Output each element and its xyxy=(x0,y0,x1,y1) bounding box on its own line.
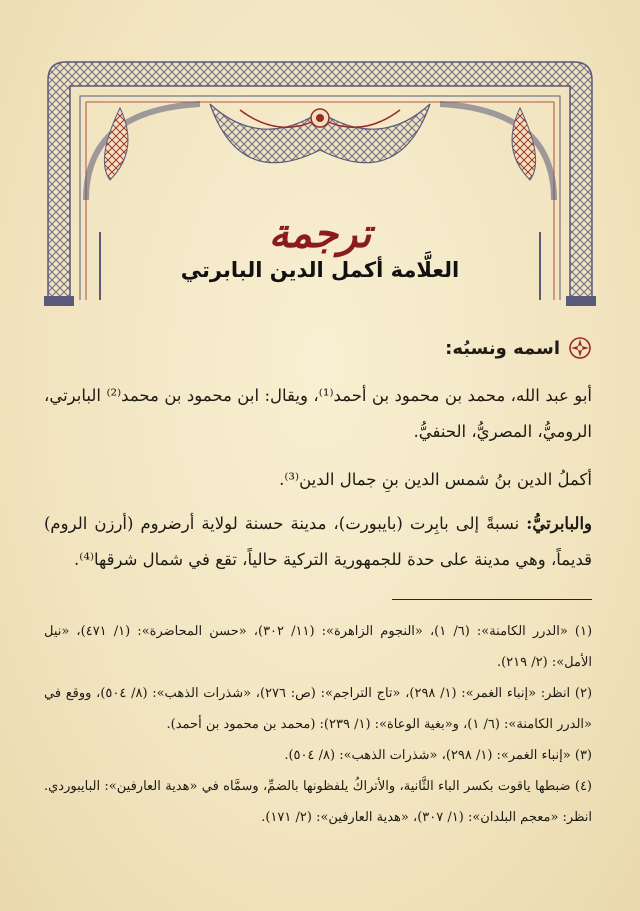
footnote-3: (٣) «إنباء الغمر»: (١/ ٢٩٨)، «شذرات الذهب»: (٨/ ٥٠٤). xyxy=(284,748,592,763)
ornament-rosette-icon xyxy=(568,336,592,360)
footnote-1: (١) «الدرر الكامنة»: (٦/ ١)، «النجوم الزاهرة»: (١١/ ٣٠٢)، «حسن المحاضرة»: (١/ ٤٧١)، «نيل الأمل»: (٢/ ٢١٩). xyxy=(44,624,593,670)
paragraph-name-lineage: أبو عبد الله، محمد بن محمود بن أحمد⁽¹⁾، ويقال: ابن محمود بن محمد⁽²⁾ البابرتي، الروميُّ، المصريُّ، الحنفيُّ. xyxy=(44,386,592,441)
paragraph-nisba xyxy=(44,506,592,578)
page-title: العلَّامة أكمل الدين البابرتي xyxy=(180,258,460,282)
footnote-2: (٢) انظر: «إنباء الغمر»: (١/ ٢٩٨)، «تاج التراجم»: (ص: ٢٧٦)، «شذرات الذهب»: (٨/ ٥٠٤)، ووقع في «الدرر الكامنة»: (٦/ ١)، و«بغية الوعاة»: (١/ ٢٣٩): (محمد بن محمود بن أحمد). xyxy=(44,686,593,732)
paragraph-honorific: أكملُ الدين بنُ شمس الدين بنِ جمال الدين⁽³⁾. xyxy=(279,470,592,489)
section-heading-text: اسمه ونسبُه: xyxy=(445,337,560,359)
section-heading xyxy=(445,336,592,360)
script-title: ترجمة xyxy=(268,210,372,257)
footnote-separator xyxy=(392,599,592,600)
footnotes xyxy=(44,616,592,833)
nisba-text: نسبةً إلى بابِرت (بايبورت)، مدينة حسنة لولاية أرضروم (أرزن الروم) قديماً، وهي مدينة على حدة للجمهورية التركية حالياً، تقع في شمال شرقها⁽⁴⁾. xyxy=(44,514,592,569)
footnote-4: (٤) ضبطها ياقوت بكسر الباء الثَّانية، والأتراكُ يلفظونها بالضمِّ، وسمَّاه في «هدية العارفين»: البايبوردي. انظر: «معجم البلدان»: (١/ ٣٠٧)، «هدية العارفين»: (٢/ ١٧١). xyxy=(44,779,592,825)
nisba-lead: والبابرتيُّ: xyxy=(526,514,592,533)
